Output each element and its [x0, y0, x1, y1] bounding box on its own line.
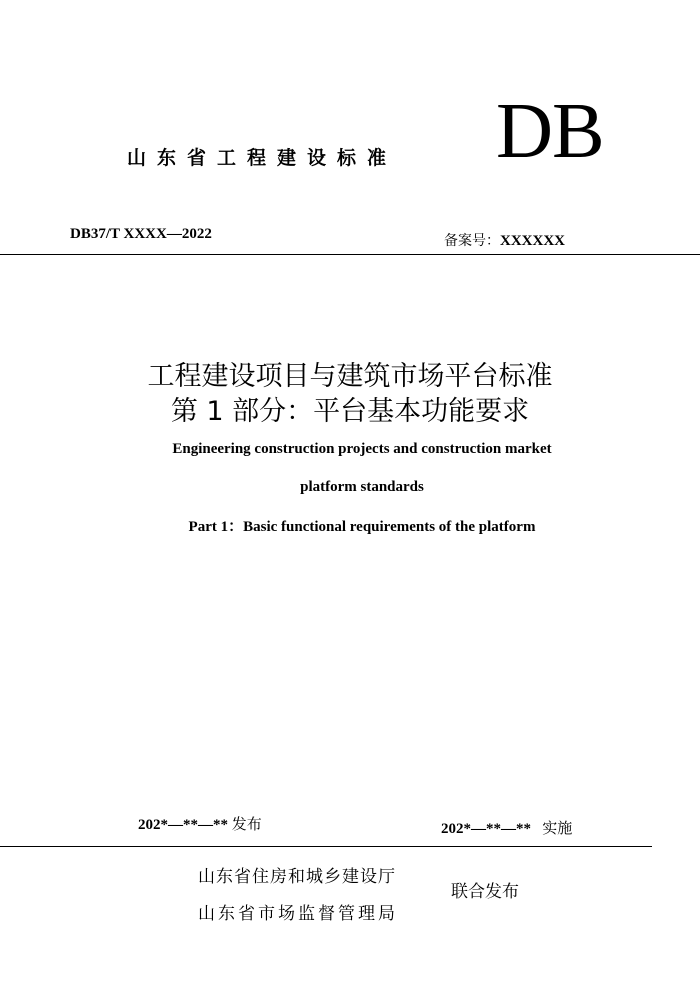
bottom-divider	[0, 846, 652, 847]
standard-category-heading: 山东省工程建设标准	[127, 147, 398, 169]
title-en-line-1: Engineering construction projects and construction market	[172, 441, 552, 457]
issuer-2: 山东省市场监督管理局	[198, 904, 398, 924]
top-divider	[0, 254, 700, 255]
title-cn-line-2: 第 1 部分：平台基本功能要求	[170, 396, 530, 427]
publish-date-value: 202*—**—**	[138, 817, 228, 833]
record-number	[444, 230, 565, 250]
implement-date-value: 202*—**—**	[441, 821, 531, 837]
implement-date	[441, 817, 572, 838]
publish-date	[138, 813, 262, 834]
title-cn-line-1: 工程建设项目与建筑市场平台标准	[147, 361, 553, 392]
record-number-value: XXXXXX	[500, 233, 565, 249]
title-en-line-3: Part 1：Basic functional requirements of the platform	[188, 519, 536, 535]
record-number-label: 备案号：	[444, 233, 500, 249]
title-en-line-2: platform standards	[300, 479, 424, 495]
joint-release-label: 联合发布	[451, 882, 519, 902]
implement-label: 实施	[542, 819, 573, 837]
publish-label: 发布	[231, 815, 262, 833]
issuer-1: 山东省住房和城乡建设厅	[198, 867, 396, 887]
db-logo: DB	[496, 88, 604, 175]
standard-code: DB37/T XXXX—2022	[70, 226, 212, 242]
